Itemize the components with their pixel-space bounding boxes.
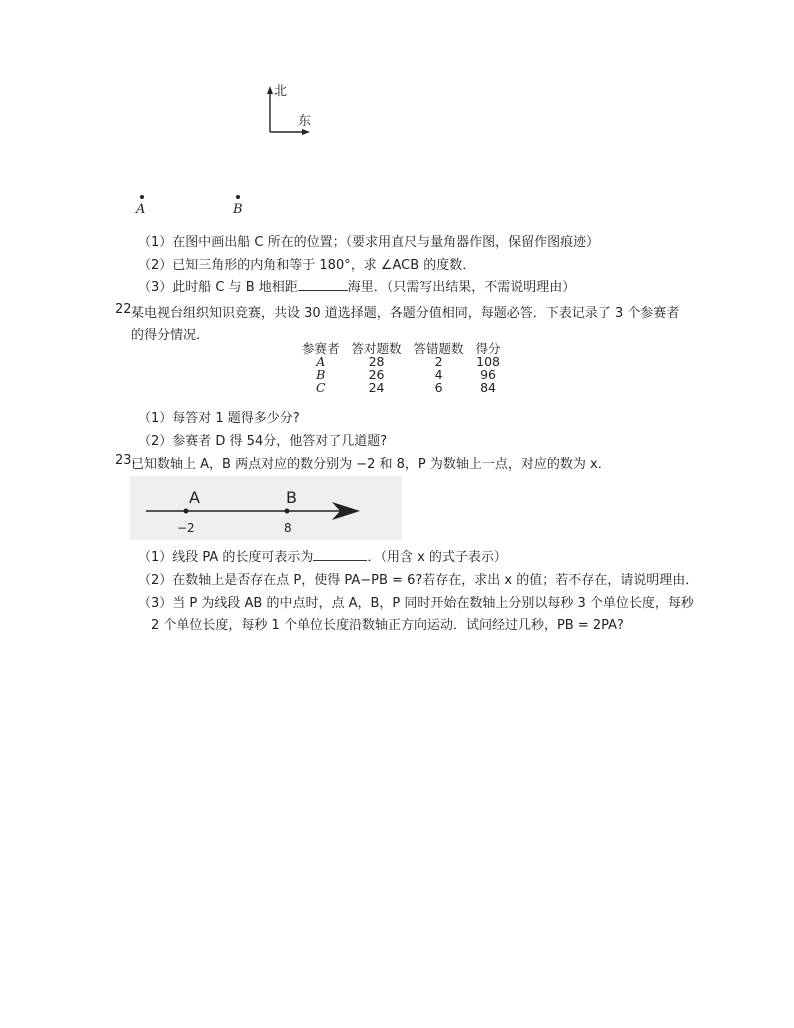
compass-east-label: 东: [298, 114, 312, 129]
numline-label-b: B: [286, 488, 297, 507]
table-cell: B: [316, 367, 326, 382]
number-line-figure: [130, 476, 402, 540]
q22-part1: （1）每答对 1 题得多少分?: [138, 411, 300, 426]
table-row: [296, 368, 507, 381]
q23-answer-blank: [313, 548, 367, 561]
q23-number: 23.: [115, 453, 136, 468]
q21-part3-prefix: （3）此时船 C 与 B 地相距: [138, 280, 298, 295]
table-cell: 28: [368, 354, 385, 369]
numline-value-b: 8: [284, 521, 292, 535]
table-cell: 96: [480, 367, 496, 382]
q23-stem: 已知数轴上 A，B 两点对应的数分别为 −2 和 8，P 为数轴上一点，对应的数为 x．: [131, 457, 611, 472]
table-cell: 2: [434, 354, 443, 369]
compass-north-label: 北: [274, 84, 288, 99]
q21-part2: （2）已知三角形的内角和等于 180°，求 ∠ACB 的度数．: [138, 258, 476, 273]
q22-stem-line1: 某电视台组织知识竞赛，共设 30 道选择题，各题分值相同，每题必答．下表记录了 3 个参赛者: [131, 306, 680, 321]
q21-answer-blank: [298, 278, 348, 291]
point-a-dot: [140, 195, 144, 199]
table-cell: 6: [434, 380, 443, 395]
q23-part3-line1: （3）当 P 为线段 AB 的中点时，点 A，B，P 同时开始在数轴上分别以每秒 3 个单位长度，每秒: [138, 596, 694, 611]
numline-label-a: A: [189, 488, 200, 507]
table-cell: 26: [368, 367, 385, 382]
q22-stem-line2: 的得分情况．: [131, 328, 210, 343]
table-cell: 108: [476, 354, 500, 369]
q21-part3-suffix: 海里．（只需写出结果，不需说明理由）: [347, 280, 576, 295]
q23-part2: （2）在数轴上是否存在点 P，使得 PA−PB = 6?若存在，求出 x 的值；若不存在，请说明理由．: [138, 573, 699, 588]
table-header-row: [296, 342, 507, 355]
point-a-label: A: [136, 202, 146, 217]
numline-value-a: −2: [177, 521, 195, 535]
table-cell: A: [316, 354, 326, 369]
table-header: 参赛者: [302, 341, 340, 356]
q22-number: 22.: [115, 302, 136, 317]
number-line-svg: [130, 476, 402, 540]
table-cell: 84: [480, 380, 496, 395]
q21-part3: [138, 276, 575, 295]
table-header: 得分: [475, 341, 501, 356]
table-header: 答对题数: [351, 341, 402, 356]
score-table: [296, 342, 507, 394]
compass-diagram: [262, 82, 322, 138]
table-row: [296, 381, 507, 394]
q23-part1: [138, 546, 507, 565]
point-b-dot: [236, 195, 240, 199]
point-b-label: B: [233, 202, 243, 217]
table-cell: C: [315, 380, 326, 395]
table-header: 答错题数: [413, 341, 464, 356]
q21-part1: （1）在图中画出船 C 所在的位置；（要求用直尺与量角器作图，保留作图痕迹）: [138, 235, 600, 250]
q23-part1-prefix: （1）线段 PA 的长度可表示为: [138, 550, 314, 565]
q23-part1-suffix: ．（用含 x 的式子表示）: [367, 550, 507, 565]
table-cell: 4: [434, 367, 443, 382]
table-row: [296, 355, 507, 368]
q23-part3-line2: 2 个单位长度，每秒 1 个单位长度沿数轴正方向运动．试问经过几秒，PB = 2PA?: [151, 618, 624, 633]
q22-part2: （2）参赛者 D 得 54分，他答对了几道题?: [138, 434, 388, 449]
table-cell: 24: [368, 380, 385, 395]
